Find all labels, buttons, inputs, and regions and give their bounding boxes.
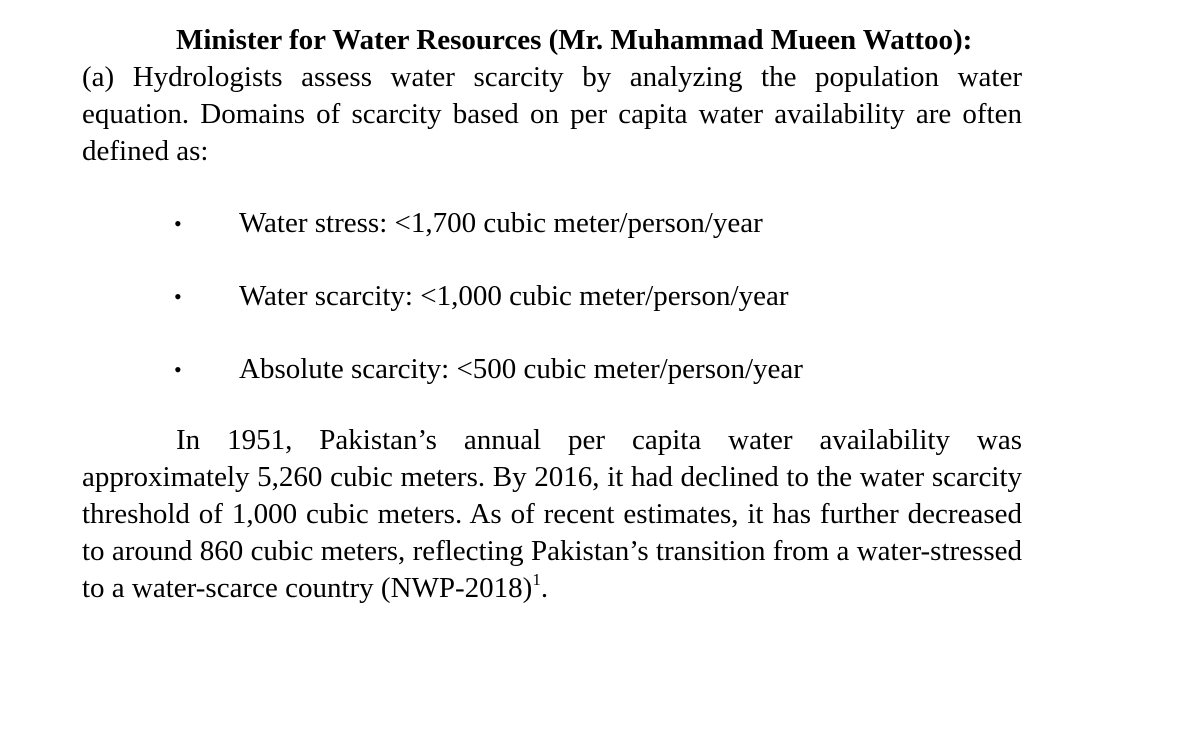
- intro-paragraph: [82, 22, 1022, 170]
- bullet-icon: •: [174, 211, 182, 236]
- footnote-marker[interactable]: 1: [532, 570, 541, 589]
- history-paragraph: [82, 422, 1022, 607]
- list-item-text: Water stress: <1,700 cubic meter/person/year: [239, 207, 763, 239]
- list-item-text: Absolute scarcity: <500 cubic meter/person/year: [239, 353, 803, 385]
- list-item-water-scarcity: [82, 278, 1022, 315]
- scarcity-domains-list: [82, 205, 1022, 388]
- document-body: [82, 22, 1022, 607]
- end-punctuation: .: [540, 572, 549, 604]
- list-item-text: Water scarcity: <1,000 cubic meter/person/year: [239, 280, 789, 312]
- bullet-icon: •: [174, 284, 182, 309]
- intro-text: (a) Hydrologists assess water scarcity by analyzing the population water equation. Domains of scarcity based on per capita water availability are often defined as:: [82, 61, 1022, 167]
- history-text: In 1951, Pakistan’s annual per capita water availability was approximately 5,260 cubic meters. By 2016, it had declined to the water scarcity threshold of 1,000 cubic meters. As of recent estimates, it has further decreased to around 860 cubic meters, reflecting Pakistan’s transition from a water-stressed to a water-scarce country (NWP-2018): [82, 424, 1022, 604]
- speaker-heading: Minister for Water Resources (Mr. Muhammad Mueen Wattoo):: [176, 24, 973, 56]
- list-item-absolute-scarcity: [82, 351, 1022, 388]
- bullet-icon: •: [174, 357, 182, 382]
- list-item-water-stress: [82, 205, 1022, 242]
